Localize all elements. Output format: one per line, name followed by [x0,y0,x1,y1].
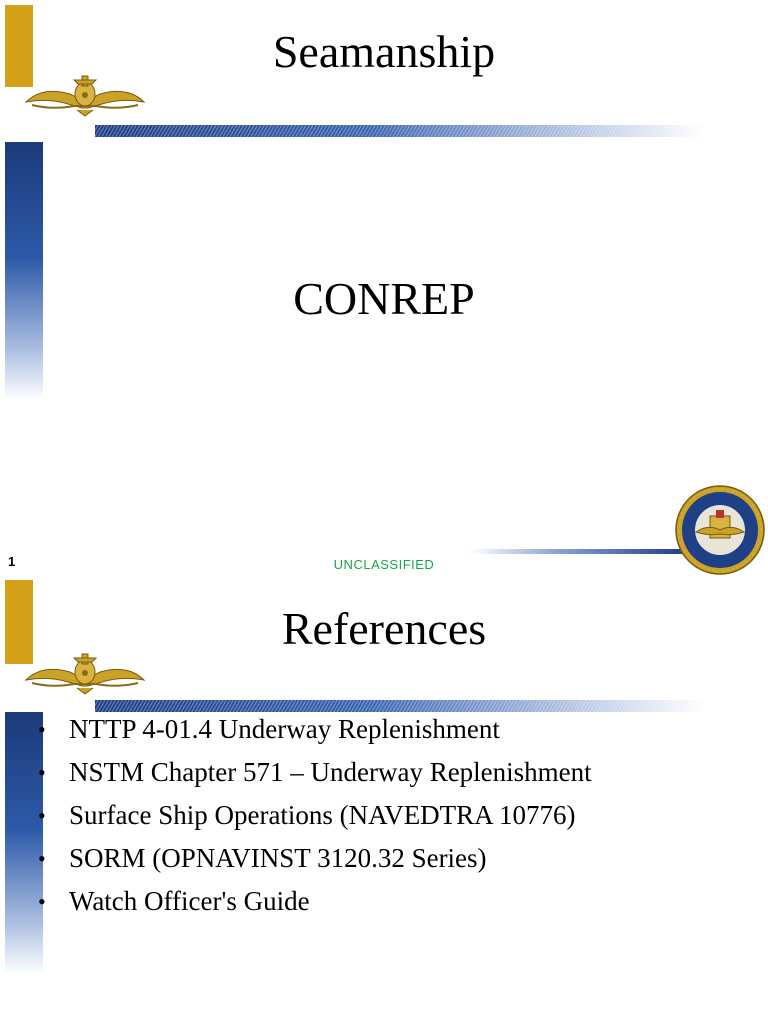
reference-text: SORM (OPNAVINST 3120.32 Series) [69,843,487,873]
blue-accent-bar [5,142,43,400]
surface-warfare-insignia-icon [22,650,148,696]
references-list [38,708,592,923]
slide-title: References [281,603,487,654]
page-number: 1 [8,554,16,569]
bullet-icon: • [38,760,46,785]
list-item [38,708,592,751]
header-stripe [95,125,705,137]
reference-text: Surface Ship Operations (NAVEDTRA 10776) [69,800,576,830]
surface-warfare-insignia-icon [22,72,148,118]
slide-2 [0,580,768,1024]
list-item [38,837,592,880]
bullet-icon: • [38,803,46,828]
reference-text: Watch Officer's Guide [69,886,310,916]
bullet-icon: • [38,889,46,914]
list-item [38,794,592,837]
slide-title: Seamanship [272,26,496,77]
footer-stripe [470,549,685,554]
classification-label: UNCLASSIFIED [333,557,435,572]
swos-school-command-seal-icon [674,484,766,576]
bullet-icon: • [38,846,46,871]
bullet-icon: • [38,717,46,742]
reference-text: NTTP 4-01.4 Underway Replenishment [69,714,500,744]
slide-subtitle: CONREP [293,273,475,324]
list-item [38,880,592,923]
list-item [38,751,592,794]
reference-text: NSTM Chapter 571 – Underway Replenishment [69,757,592,787]
